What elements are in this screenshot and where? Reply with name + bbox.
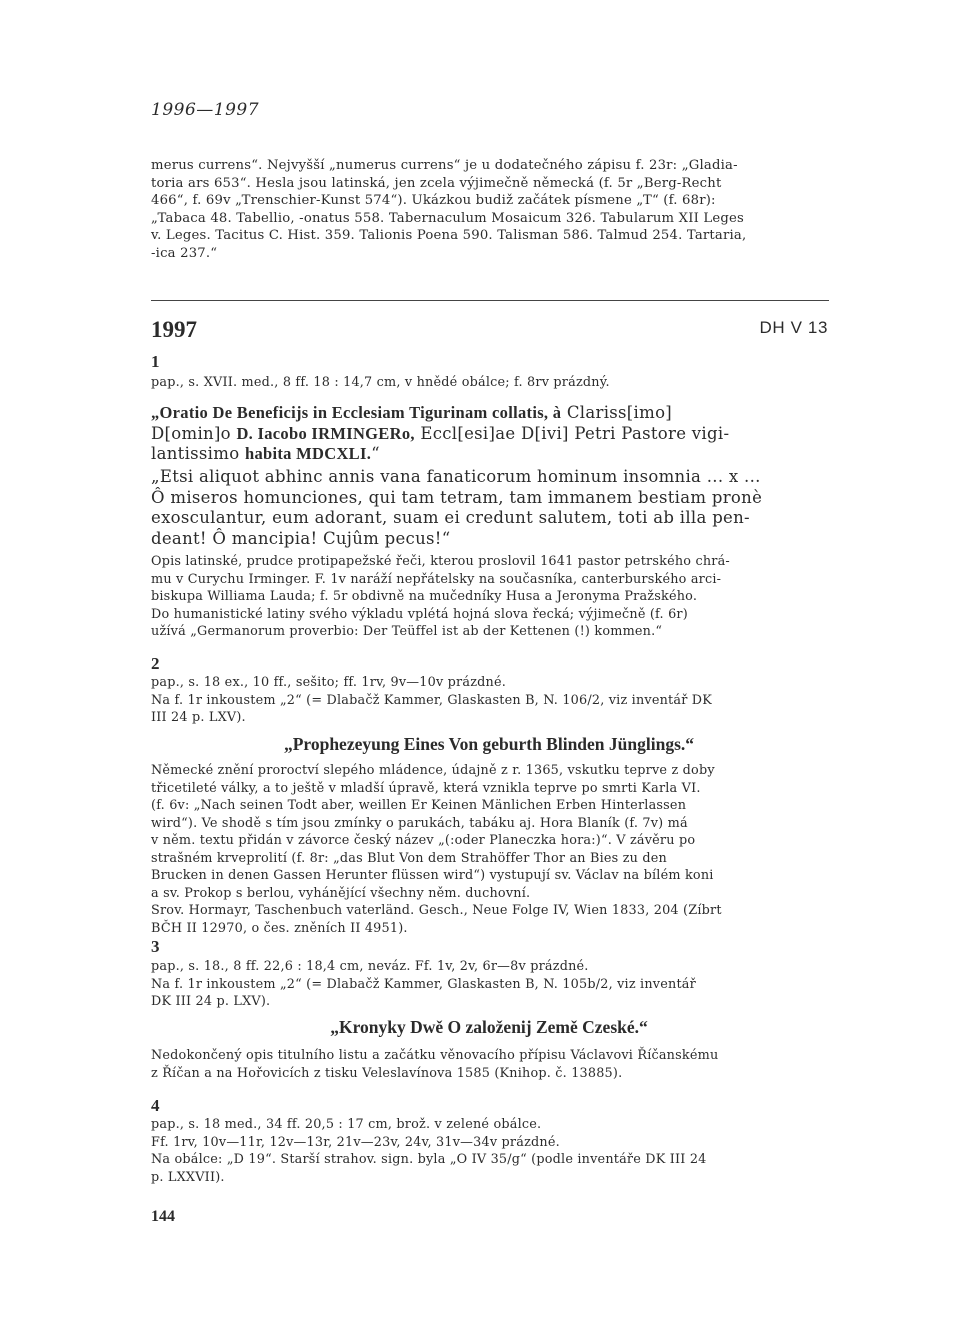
- item-title: [151, 403, 827, 465]
- text-line: užívá „Germanorum proverbio: Der Teüffel ist ab der Kettenen (!) kommen.“: [151, 624, 663, 639]
- item-physical-description: [151, 1116, 827, 1186]
- title-bold: „Oratio De Beneficijs in Ecclesiam Tigurinam collatis, à: [151, 403, 562, 422]
- incipit-line: „Etsi aliquot abhinc annis vana fanaticorum hominum insomnia ... x ...: [151, 467, 761, 486]
- text-line: Na obálce: „D 19“. Starší strahov. sign. byla „O IV 35/g“ (podle inventáře DK III 24: [151, 1152, 707, 1167]
- text-line: 466“, f. 69v „Trenschier-Kunst 574“). Ukázkou budiž začátek písmene „T“ (f. 68r):: [151, 193, 716, 208]
- title-line: [151, 403, 827, 424]
- intro-paragraph: [151, 157, 827, 262]
- title-line: [151, 424, 827, 445]
- text-line: Nedokončený opis titulního listu a začátku věnovacího přípisu Václavovi Říčanskému: [151, 1048, 719, 1063]
- incipit-line: deant! Ô mancipia! Cujûm pecus!“: [151, 528, 451, 548]
- title-text: Eccl[esi]ae D[ivi] Petri Pastore vigi-: [414, 423, 730, 443]
- item-number: 4: [151, 1096, 160, 1115]
- item-physical-description: [151, 374, 827, 392]
- title-line: [151, 444, 827, 465]
- text-line: Na f. 1r inkoustem „2“ (= Dlabačž Kammer, Glaskasten B, N. 106/2, viz inventář DK: [151, 692, 713, 708]
- text-line: mu v Curychu Irminger. F. 1v naráží nepřátelsky na současníka, canterburského arci-: [151, 571, 722, 587]
- incipit-line: Ô miseros homunciones, qui tam tetram, tam immanem bestiam pronè: [151, 487, 763, 507]
- item-title: „Kronyky Dwě O založenij Země Czeské.“: [330, 1017, 648, 1037]
- text-line: pap., s. 18 med., 34 ff. 20,5 : 17 cm, brož. v zelené obálce.: [151, 1117, 542, 1132]
- item-note: [151, 762, 827, 937]
- page-number: 144: [151, 1208, 175, 1225]
- section-divider: [151, 300, 829, 301]
- text-line: Ff. 1rv, 10v—11r, 12v—13r, 21v—23v, 24v, 31v—34v prázdné.: [151, 1134, 560, 1150]
- title-text: Clariss[imo]: [561, 403, 673, 422]
- running-head: 1996—1997: [151, 100, 260, 120]
- item-title: „Prophezeyung Eines Von geburth Blinden Jünglings.“: [283, 734, 695, 754]
- text-line: DK III 24 p. LXV).: [151, 994, 271, 1009]
- text-line: třicetileté války, a to ještě v mladší úpravě, která vznikla teprve po smrti Karla VI.: [151, 780, 701, 796]
- shelf-signature: DH V 13: [759, 318, 828, 337]
- item-physical-description: [151, 674, 827, 727]
- title-text: “: [371, 444, 380, 463]
- text-line: Brucken in denen Gassen Herunter flüssen wird“) vystupují sv. Václav na bílém koni: [151, 868, 714, 883]
- text-line: v něm. textu přidán v závorce český název „(:oder Planeczka hora:)“. V závěru po: [151, 833, 696, 848]
- incipit-line: exosculantur, eum adorant, suam ei credunt salutem, toti ab illa pen-: [151, 508, 750, 527]
- item-number: 3: [151, 937, 160, 956]
- text-line: merus currens“. Nejvyšší „numerus currens“ je u dodatečného zápisu f. 23r: „Gladia-: [151, 158, 738, 173]
- item-number: 2: [151, 654, 160, 673]
- text-line: wird“). Ve shodě s tím jsou zmínky o parukách, tabáku aj. Hora Blaník (f. 7v) má: [151, 815, 688, 831]
- item-incipit: [151, 467, 827, 549]
- text-line: a sv. Prokop s berlou, vyhánějící všechny něm. duchovní.: [151, 885, 531, 901]
- text-line: -ica 237.“: [151, 245, 218, 261]
- text-line: Do humanistické latiny svého výkladu vplétá hojná slova řecká; výjimečně (f. 6r): [151, 606, 688, 622]
- item-physical-description: [151, 958, 827, 1011]
- text-line: z Říčan a na Hořovicích z tisku Veleslavínova 1585 (Knihop. č. 13885).: [151, 1065, 623, 1081]
- title-bold: D. Iacobo IRMINGERo,: [236, 423, 415, 443]
- text-line: BČH II 12970, o čes. zněních II 4951).: [151, 920, 408, 936]
- item-note: [151, 553, 827, 641]
- text-line: p. LXXVII).: [151, 1169, 225, 1185]
- text-line: pap., s. XVII. med., 8 ff. 18 : 14,7 cm, v hnědé obálce; f. 8rv prázdný.: [151, 375, 610, 390]
- title-bold: habita MDCXLI.: [245, 444, 372, 463]
- text-line: biskupa Williama Lauda; f. 5r obdivně na mučedníky Husa a Jeronyma Pražského.: [151, 589, 698, 604]
- text-line: Srov. Hormayr, Taschenbuch vaterländ. Gesch., Neue Folge IV, Wien 1833, 204 (Zíbrt: [151, 903, 722, 918]
- text-line: Německé znění proroctví slepého mládence, údajně z r. 1365, vskutku teprve z doby: [151, 763, 715, 778]
- text-line: v. Leges. Tacitus C. Hist. 359. Talionis Poena 590. Talisman 586. Talmud 254. Tartaria,: [151, 228, 747, 243]
- text-line: (f. 6v: „Nach seinen Todt aber, weillen Er Keinen Mänlichen Erben Hinterlassen: [151, 798, 687, 813]
- title-text: D[omin]o: [151, 423, 237, 443]
- text-line: „Tabaca 48. Tabellio, -onatus 558. Tabernaculum Mosaicum 326. Tabularum XII Leges: [151, 210, 744, 226]
- entry-year: 1997: [151, 317, 197, 342]
- item-note: [151, 1047, 827, 1082]
- text-line: Opis latinské, prudce protipapežské řeči, kterou proslovil 1641 pastor petrského chrá-: [151, 554, 730, 569]
- text-line: toria ars 653“. Hesla jsou latinská, jen zcela výjimečně německá (f. 5r „Berg-Recht: [151, 175, 722, 191]
- text-line: III 24 p. LXV).: [151, 710, 246, 725]
- text-line: pap., s. 18 ex., 10 ff., sešito; ff. 1rv, 9v—10v prázdné.: [151, 675, 507, 690]
- title-text: lantissimo: [151, 444, 245, 463]
- text-line: Na f. 1r inkoustem „2“ (= Dlabačž Kammer, Glaskasten B, N. 105b/2, viz inventář: [151, 976, 696, 992]
- text-line: strašném krveprolití (f. 8r: „das Blut Von dem Strahöffer Thor an Bies zu den: [151, 850, 667, 866]
- text-line: pap., s. 18., 8 ff. 22,6 : 18,4 cm, neváz. Ff. 1v, 2v, 6r—8v prázdné.: [151, 959, 589, 974]
- item-number: 1: [151, 352, 160, 371]
